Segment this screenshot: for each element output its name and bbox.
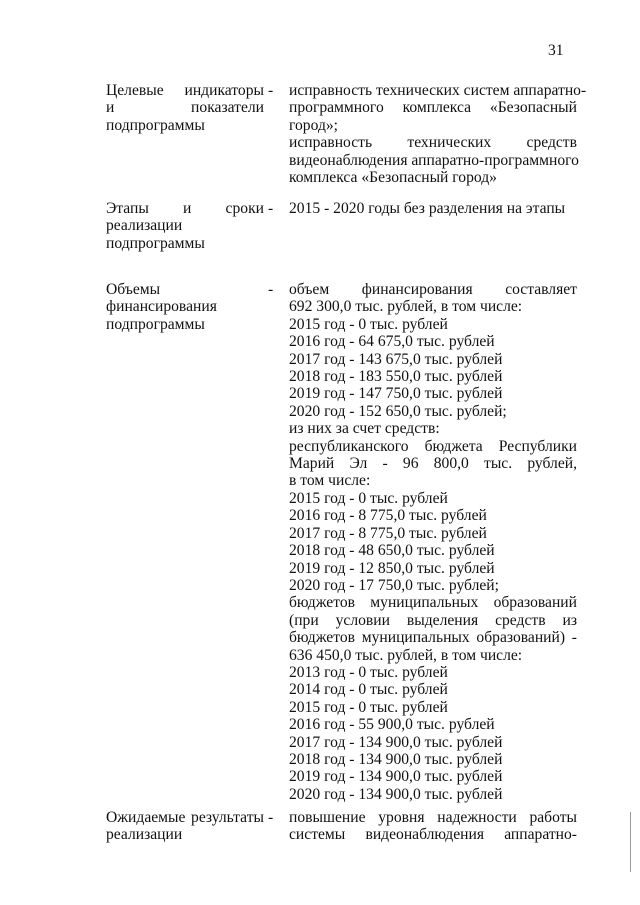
value-line: 2015 - 2020 годы без разделения на этапы (289, 200, 566, 217)
value-line: 692 300,0 тыс. рублей, в том числе: (289, 298, 523, 316)
value-line: видеонаблюдения аппаратно-программного (289, 151, 579, 169)
dash-separator: - (268, 809, 274, 826)
label-line: реализации (106, 217, 183, 235)
value-line: комплекса «Безопасный город» (289, 169, 497, 187)
value-line: 2018 год - 183 550,0 тыс. рублей (289, 368, 503, 386)
section-label (106, 809, 264, 844)
value-line: 2017 год - 8 775,0 тыс. рублей (289, 524, 487, 542)
dash-separator: - (268, 200, 274, 217)
section-value (289, 281, 577, 803)
value-line: 2016 год - 55 900,0 тыс. рублей (289, 716, 495, 734)
value-line: город»; (289, 116, 339, 134)
label-line: Целевые индикаторы (106, 82, 264, 99)
section-label (106, 200, 264, 252)
margin-mark (630, 812, 631, 872)
section-label (106, 82, 264, 134)
value-line: 2017 год - 134 900,0 тыс. рублей (289, 733, 503, 751)
value-line: бюджетов муниципальных образований) - (289, 629, 577, 647)
label-line: подпрограммы (106, 234, 205, 252)
label-line: Объемы (106, 281, 161, 298)
section-label (106, 281, 264, 333)
value-line: 2015 год - 0 тыс. рублей (289, 315, 448, 333)
label-line: финансирования (106, 298, 217, 316)
value-line: 636 450,0 тыс. рублей, в том числе: (289, 646, 523, 664)
value-line: 2015 год - 0 тыс. рублей (289, 698, 448, 716)
dash-separator: - (268, 82, 274, 99)
value-line: 2020 год - 17 750,0 тыс. рублей; (289, 576, 499, 594)
value-line: 2013 год - 0 тыс. рублей (289, 663, 448, 681)
value-line: бюджетов муниципальных образований (289, 594, 577, 612)
value-line: 2016 год - 64 675,0 тыс. рублей (289, 333, 495, 351)
value-line: 2019 год - 134 900,0 тыс. рублей (289, 768, 503, 786)
value-line: в том числе: (289, 472, 371, 490)
value-line: (при условии выделения средств из (289, 611, 577, 629)
label-line: реализации (106, 826, 183, 844)
value-line: 2020 год - 134 900,0 тыс. рублей (289, 785, 503, 803)
label-line: Ожидаемые результаты (106, 809, 264, 826)
value-line: 2019 год - 147 750,0 тыс. рублей (289, 385, 503, 403)
value-line: повышение уровня надежности работы (289, 809, 577, 826)
value-line: объем финансирования составляет (289, 281, 577, 298)
value-line: 2017 год - 143 675,0 тыс. рублей (289, 350, 503, 368)
value-line: 2019 год - 12 850,0 тыс. рублей (289, 559, 495, 577)
value-line: 2018 год - 134 900,0 тыс. рублей (289, 750, 503, 768)
section-value (289, 200, 577, 217)
dash-separator: - (268, 281, 274, 298)
value-line: исправность технических систем аппаратно- (289, 82, 587, 99)
value-line: из них за счет средств: (289, 420, 440, 438)
value-line: исправность технических средств (289, 134, 577, 152)
section-value (289, 82, 587, 187)
label-line: подпрограммы (106, 315, 205, 333)
value-line: 2014 год - 0 тыс. рублей (289, 681, 448, 699)
page-number: 31 (548, 42, 564, 59)
label-line: подпрограммы (106, 116, 205, 134)
value-line: программного комплекса «Безопасный (289, 99, 577, 117)
value-line: Марий Эл - 96 800,0 тыс. рублей, (289, 455, 577, 473)
value-line: республиканского бюджета Республики (289, 437, 577, 455)
value-line: 2020 год - 152 650,0 тыс. рублей; (289, 402, 507, 420)
value-line: 2015 год - 0 тыс. рублей (289, 489, 448, 507)
section-value (289, 809, 577, 844)
value-line: системы видеонаблюдения аппаратно- (289, 826, 577, 844)
value-line: 2018 год - 48 650,0 тыс. рублей (289, 542, 495, 560)
value-line: 2016 год - 8 775,0 тыс. рублей (289, 507, 487, 525)
label-line: Этапы и сроки (106, 200, 264, 217)
label-line: и показатели (106, 99, 264, 117)
